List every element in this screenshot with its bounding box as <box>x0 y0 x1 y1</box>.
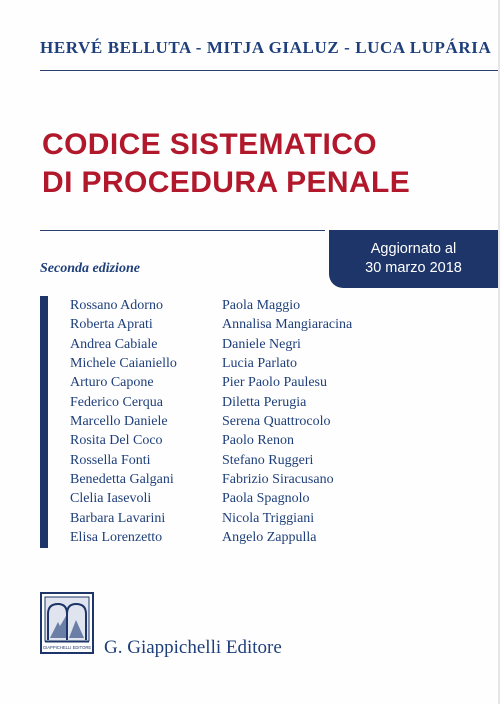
contributor-name: Clelia Iasevoli <box>70 491 152 507</box>
contributor-name: Elisa Lorenzetto <box>70 530 163 546</box>
contributor-name: Paola Spagnolo <box>222 491 310 507</box>
contributor-name: Rosita Del Coco <box>70 433 163 449</box>
contributor-name: Benedetta Galgani <box>70 472 174 488</box>
contributor-name: Paolo Renon <box>222 433 294 449</box>
contributor-name: Paola Maggio <box>222 298 301 313</box>
contributor-name: Arturo Capone <box>70 375 154 391</box>
contributors-left-list <box>70 296 177 547</box>
title-rule <box>40 230 325 231</box>
contributor-name: Michele Caianiello <box>70 356 177 372</box>
contributor-name: Nicola Triggiani <box>222 510 315 526</box>
contributor-name: Serena Quattrocolo <box>222 414 331 430</box>
contributors-right-list <box>222 296 352 547</box>
contributor-name: Stefano Ruggeri <box>222 452 314 468</box>
publisher-name: G. Giappichelli Editore <box>104 637 282 658</box>
top-rule <box>40 70 498 71</box>
contributor-name: Marcello Daniele <box>70 414 168 430</box>
contributor-name: Daniele Negri <box>222 336 301 352</box>
contributor-name: Lucia Parlato <box>222 356 298 372</box>
contributor-name: Rossella Fonti <box>70 452 151 468</box>
logo-text: GIAPPICHELLI EDITORE <box>42 645 92 650</box>
badge-line-1: Aggiornato al <box>370 241 457 257</box>
contributors-bar <box>40 296 48 548</box>
update-badge <box>329 230 498 288</box>
authors-line: HERVÉ BELLUTA - MITJA GIALUZ - LUCA LUPÁRIA <box>40 38 492 57</box>
contributor-name: Rossano Adorno <box>70 298 163 313</box>
contributor-name: Federico Cerqua <box>70 394 163 410</box>
contributor-name: Roberta Aprati <box>70 317 153 333</box>
title-line-2: DI PROCEDURA PENALE <box>42 166 411 199</box>
contributor-name: Andrea Cabiale <box>70 336 158 352</box>
title-line-1: CODICE SISTEMATICO <box>42 128 377 161</box>
contributor-name: Annalisa Mangiaracina <box>222 317 353 333</box>
contributor-name: Diletta Perugia <box>222 394 307 410</box>
contributor-name: Barbara Lavarini <box>70 510 166 526</box>
contributor-name: Fabrizio Siracusano <box>222 472 334 488</box>
edition-label: Seconda edizione <box>40 261 140 276</box>
publisher-logo-icon <box>40 592 94 654</box>
contributor-name: Pier Paolo Paulesu <box>222 375 327 391</box>
book-title <box>42 126 410 202</box>
contributor-name: Angelo Zappulla <box>222 530 317 546</box>
badge-line-2: 30 marzo 2018 <box>365 260 462 276</box>
